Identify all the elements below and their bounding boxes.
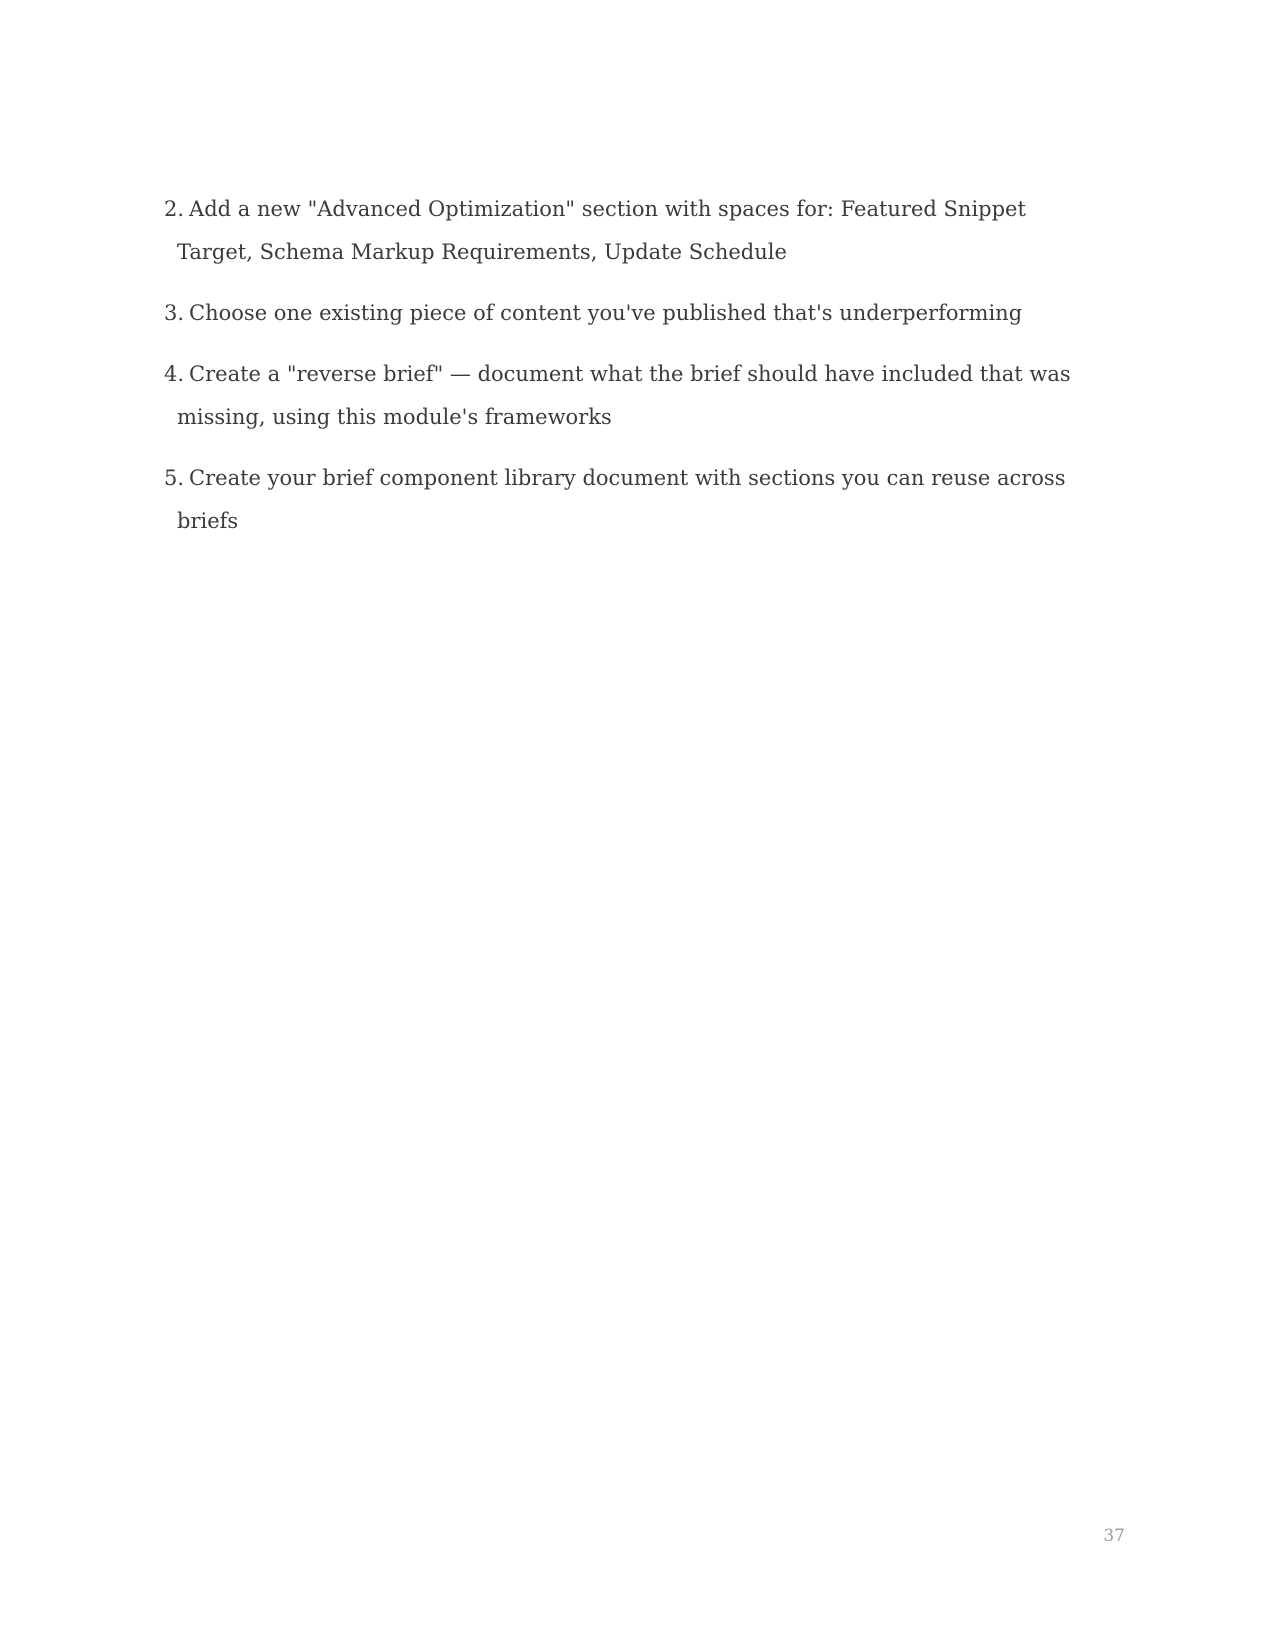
numbered-task-list — [0, 0, 1275, 543]
list-item-text: briefs — [177, 509, 239, 533]
list-item-text: missing, using this module's frameworks — [177, 405, 612, 429]
list-item-line — [177, 500, 1175, 543]
list-item-text: Target, Schema Markup Requirements, Update Schedule — [177, 240, 787, 264]
list-item-line — [164, 292, 1175, 335]
list-item-line — [164, 353, 1175, 396]
list-item — [164, 353, 1175, 439]
list-item-number: 2. — [164, 197, 185, 221]
list-item — [164, 188, 1175, 274]
list-item-text: Create a "reverse brief" — document what the brief should have included that was — [189, 362, 1071, 386]
list-item-line — [164, 188, 1175, 231]
list-item — [164, 457, 1175, 543]
list-item-number: 3. — [164, 301, 185, 325]
list-item-number: 4. — [164, 362, 185, 386]
list-item-text: Add a new "Advanced Optimization" section with spaces for: Featured Snippet — [189, 197, 1026, 221]
list-item-number: 5. — [164, 466, 185, 490]
page-number: 37 — [1103, 1526, 1125, 1546]
list-item-text: Choose one existing piece of content you've published that's underperforming — [189, 301, 1023, 325]
list-item-text: Create your brief component library document with sections you can reuse across — [189, 466, 1066, 490]
list-item-line — [177, 396, 1175, 439]
list-item-line — [164, 457, 1175, 500]
list-item — [164, 292, 1175, 335]
list-item-line — [177, 231, 1175, 274]
